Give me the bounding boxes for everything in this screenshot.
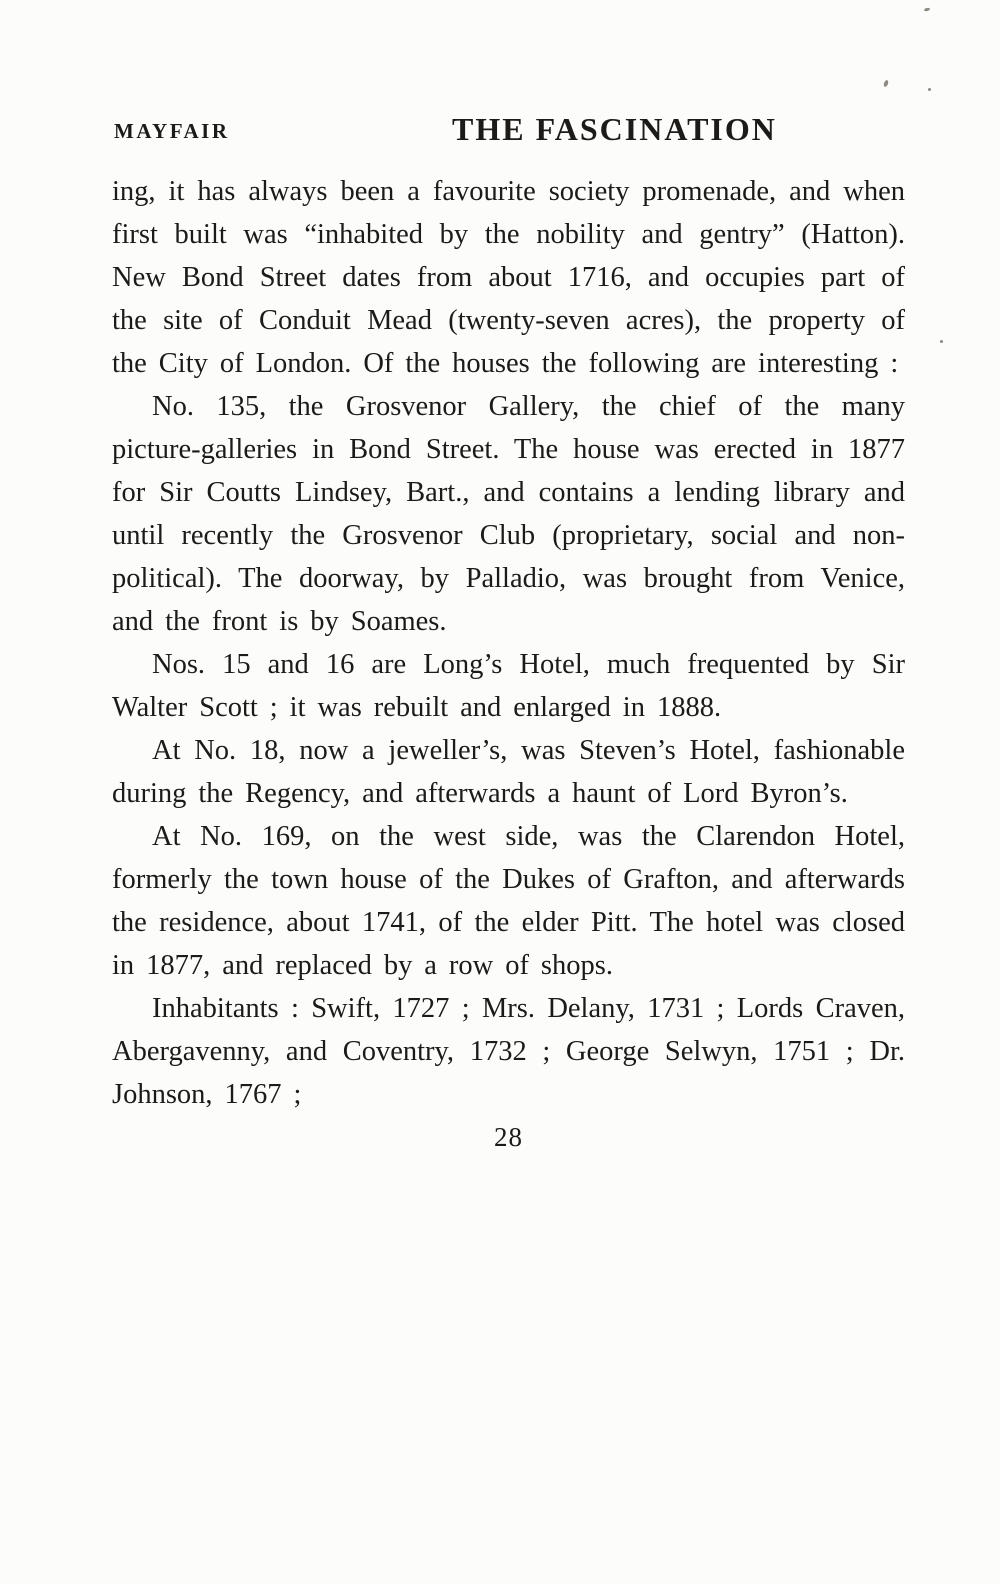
paragraph-continuation: ing, it has always been a favourite society promenade, and when first built was “inhabited by the nobility and gentry” (Hatton). New Bond Street dates from about 1716, and occupies part of the site of Conduit Mead (twenty-seven acres), the property of the City of London. Of the houses the following are interesting : [112, 176, 905, 379]
body-text [112, 170, 905, 1116]
running-head-title: THE FASCINATION [452, 111, 777, 147]
paragraph-grosvenor-gallery: No. 135, the Grosvenor Gallery, the chief of the many picture-galleries in Bond Street. The house was erected in 1877 for Sir Coutts Lindsey, Bart., and contains a lending library and until recently the Grosvenor Club (proprietary, social and non-political). The doorway, by Palladio, was brought from Venice, and the front is by Soames. [112, 391, 905, 637]
scan-speck [924, 7, 931, 11]
paragraph-inhabitants: Inhabitants : Swift, 1727 ; Mrs. Delany, 1731 ; Lords Craven, Abergavenny, and Coventry, 1732 ; George Selwyn, 1751 ; Dr. Johnson, 1767 ; [112, 993, 905, 1110]
scan-speck [940, 340, 943, 343]
scan-speck [928, 88, 931, 91]
scan-speck [883, 80, 889, 88]
paragraph-longs-hotel: Nos. 15 and 16 are Long’s Hotel, much frequented by Sir Walter Scott ; it was rebuilt and enlarged in 1888. [112, 649, 905, 723]
paragraph-clarendon-hotel: At No. 169, on the west side, was the Clarendon Hotel, formerly the town house of the Dukes of Grafton, and afterwards the residence, about 1741, of the elder Pitt. The hotel was closed in 1877, and replaced by a row of shops. [112, 821, 905, 981]
page-number: 28 [494, 1122, 523, 1152]
paragraph-stevens-hotel: At No. 18, now a jeweller’s, was Steven’s Hotel, fashionable during the Regency, and afterwards a haunt of Lord Byron’s. [112, 735, 905, 809]
running-head-section: MAYFAIR [114, 119, 230, 143]
running-head [112, 96, 905, 147]
